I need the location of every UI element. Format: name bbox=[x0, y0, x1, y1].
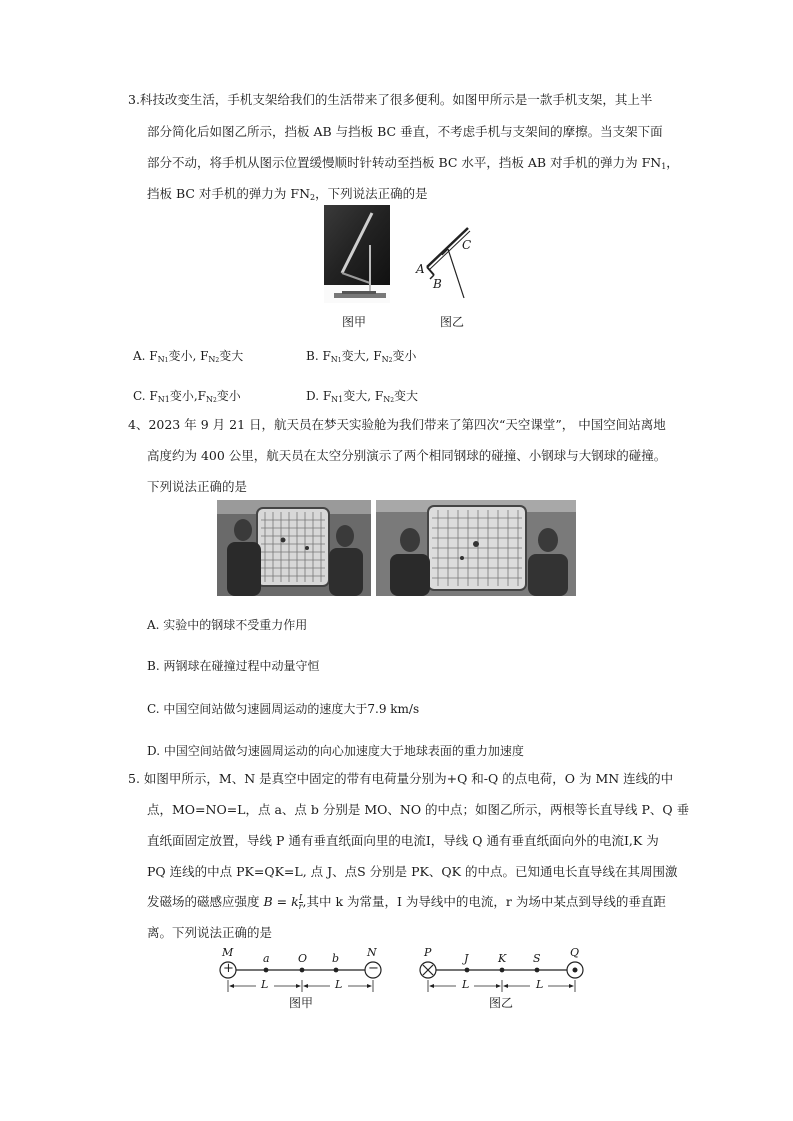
q5-line-5 bbox=[147, 894, 666, 911]
q3-opt-c-4: N bbox=[205, 395, 213, 404]
q3-sub-1: 1 bbox=[661, 162, 667, 171]
q3-opt-d-5: 2 bbox=[390, 397, 395, 404]
fig-jia-label-o: O bbox=[298, 952, 308, 965]
q3-line-4-text: 挡板 BC 对手机的弹力为 FN bbox=[147, 186, 311, 201]
point-k bbox=[500, 968, 505, 973]
fig-yi-label-k: K bbox=[498, 952, 507, 965]
space-class-photo-left-drawing bbox=[217, 500, 371, 596]
q3-line-4 bbox=[147, 186, 428, 206]
q3-opt-b-3: 1 bbox=[337, 357, 342, 364]
q5-line-2: 点，MO=NO=L，点 a、点 b 分别是 MO、NO 的中点；如图乙所示，两根等长直导线 P、Q 垂 bbox=[147, 802, 690, 817]
fig-jia-minus: − bbox=[368, 961, 379, 976]
q3-opt-c-1: C. F bbox=[133, 389, 158, 403]
q3-opt-b-1: B. F bbox=[306, 349, 331, 363]
q4-option-a: A. 实验中的钢球不受重力作用 bbox=[147, 618, 308, 632]
fig-yi-length-2: L bbox=[536, 978, 544, 991]
q4-line-2: 高度约为 400 公里，航天员在太空分别演示了两个相同钢球的碰撞、小钢球与大钢球的碰撞。 bbox=[147, 448, 667, 463]
fig-yi-length-1: L bbox=[462, 978, 470, 991]
q4-option-b: B. 两钢球在碰撞过程中动量守恒 bbox=[147, 659, 320, 673]
q3-opt-b-2: N bbox=[330, 355, 338, 364]
space-class-photo-right bbox=[376, 500, 576, 596]
q3-opt-d-3: 变大, F bbox=[343, 389, 384, 403]
q3-label-b: B bbox=[433, 277, 442, 291]
q3-option-b bbox=[306, 347, 416, 364]
fig-jia-label-b: b bbox=[332, 952, 340, 965]
fig-jia-length-1: L bbox=[261, 978, 269, 991]
q3-opt-a-3: 1 bbox=[164, 357, 169, 364]
q3-opt-c-3: 变小,F bbox=[169, 389, 206, 403]
fig-jia-label-a: a bbox=[263, 952, 270, 965]
q3-option-d bbox=[306, 387, 418, 404]
q3-sub-2: 2 bbox=[310, 193, 316, 202]
q3-fig-yi-caption: 图乙 bbox=[440, 315, 465, 329]
q4-option-d: D. 中国空间站做匀速圆周运动的向心加速度大于地球表面的重力加速度 bbox=[147, 744, 524, 758]
point-a bbox=[264, 968, 269, 973]
q5-line-3: 直纸面固定放置，导线 P 通有垂直纸面向里的电流I，导线 Q 通有垂直纸面向外的电流I,K 为 bbox=[147, 833, 659, 848]
point-j bbox=[465, 968, 470, 973]
fig-yi-label-s: S bbox=[533, 952, 541, 965]
q4-option-c: C. 中国空间站做匀速圆周运动的速度大于7.9 km/s bbox=[147, 702, 420, 716]
q3-opt-b-5: N bbox=[381, 355, 389, 364]
space-class-photo-left bbox=[217, 500, 371, 596]
fig-yi-label-j: J bbox=[464, 952, 469, 965]
q3-opt-a-7: 变大 bbox=[219, 349, 244, 363]
fig-jia-plus: + bbox=[223, 961, 234, 976]
q3-opt-c-5: 2 bbox=[212, 397, 217, 404]
q5-formula-b: B = k bbox=[263, 894, 299, 909]
q3-opt-b-4: 变大, F bbox=[341, 349, 382, 363]
q3-opt-d-6: 变大 bbox=[394, 389, 419, 403]
q5-fraction-den: r bbox=[298, 902, 303, 911]
point-b bbox=[334, 968, 339, 973]
q3-line-3 bbox=[147, 155, 679, 175]
phone-stand-photo bbox=[324, 205, 390, 303]
fig-yi-label-q: Q bbox=[570, 946, 580, 959]
q3-label-c: C bbox=[462, 238, 472, 252]
q3-option-c bbox=[133, 387, 241, 404]
q3-opt-b-7: 变小 bbox=[392, 349, 417, 363]
q3-sub-comma: ， bbox=[666, 155, 679, 170]
fig-yi-caption: 图乙 bbox=[489, 996, 514, 1010]
q3-opt-b-6: 2 bbox=[388, 357, 393, 364]
q3-option-a bbox=[133, 347, 243, 364]
q3-opt-d-1: D. F bbox=[306, 389, 332, 403]
q3-opt-d-2: N1 bbox=[331, 395, 344, 404]
point-o bbox=[300, 968, 305, 973]
q3-line-4-tail: ，下列说法正确的是 bbox=[315, 186, 428, 201]
q4-line-3: 下列说法正确的是 bbox=[147, 479, 248, 494]
q3-opt-a-6: 2 bbox=[215, 357, 220, 364]
fig-jia-caption: 图甲 bbox=[289, 996, 314, 1010]
q5-line-6: 离。下列说法正确的是 bbox=[147, 925, 273, 940]
fig-jia-label-n: N bbox=[367, 946, 377, 959]
q3-opt-a-2: N bbox=[157, 355, 165, 364]
q3-opt-c-2: N1 bbox=[157, 395, 170, 404]
q5-fraction-num: I bbox=[299, 893, 303, 902]
q4-line-1: 4、2023 年 9 月 21 日，航天员在梦天实验舱为我们带来了第四次“天空课堂”， 中国空间站离地 bbox=[128, 417, 666, 432]
fig-jia-length-2: L bbox=[335, 978, 343, 991]
q3-fig-jia-caption: 图甲 bbox=[342, 315, 367, 329]
q3-opt-d-4: N bbox=[383, 395, 391, 404]
fig-yi-label-p: P bbox=[424, 946, 432, 959]
q5-formula-post: ,其中 k 为常量，I 为导线中的电流，r 为场中某点到导线的垂直距 bbox=[302, 894, 666, 909]
q3-opt-a-5: N bbox=[208, 355, 216, 364]
q3-line-1: 3.科技改变生活，手机支架给我们的生活带来了很多便利。如图甲所示是一款手机支架，其上半 bbox=[128, 92, 653, 107]
space-class-photo-right-drawing bbox=[376, 500, 576, 596]
phone-stand-photo-drawing bbox=[324, 205, 390, 303]
q5-formula-pre: 发磁场的磁感应强度 bbox=[147, 894, 264, 909]
q5-line-4: PQ 连线的中点 PK=QK=L, 点 J、点S 分别是 PK、QK 的中点。已知通电长直导线在其周围激 bbox=[147, 864, 678, 879]
point-s bbox=[535, 968, 540, 973]
q3-line-3-text: 部分不动，将手机从图示位置缓慢顺时针转动至挡板 BC 水平，挡板 AB 对手机的弹力为 FN bbox=[147, 155, 662, 170]
q3-opt-a-4: 变小, F bbox=[168, 349, 209, 363]
q3-line-2: 部分简化后如图乙所示，挡板 AB 与挡板 BC 垂直，不考虑手机与支架间的摩擦。当支架下面 bbox=[147, 124, 663, 139]
q3-opt-c-6: 变小 bbox=[216, 389, 241, 403]
q3-label-a: A bbox=[416, 262, 425, 276]
q5-line-1: 5. 如图甲所示，M、N 是真空中固定的带有电荷量分别为+Q 和-Q 的点电荷，O 为 MN 连线的中 bbox=[128, 771, 674, 786]
fig-jia-label-m: M bbox=[222, 946, 234, 959]
q3-opt-a-1: A. F bbox=[133, 349, 158, 363]
